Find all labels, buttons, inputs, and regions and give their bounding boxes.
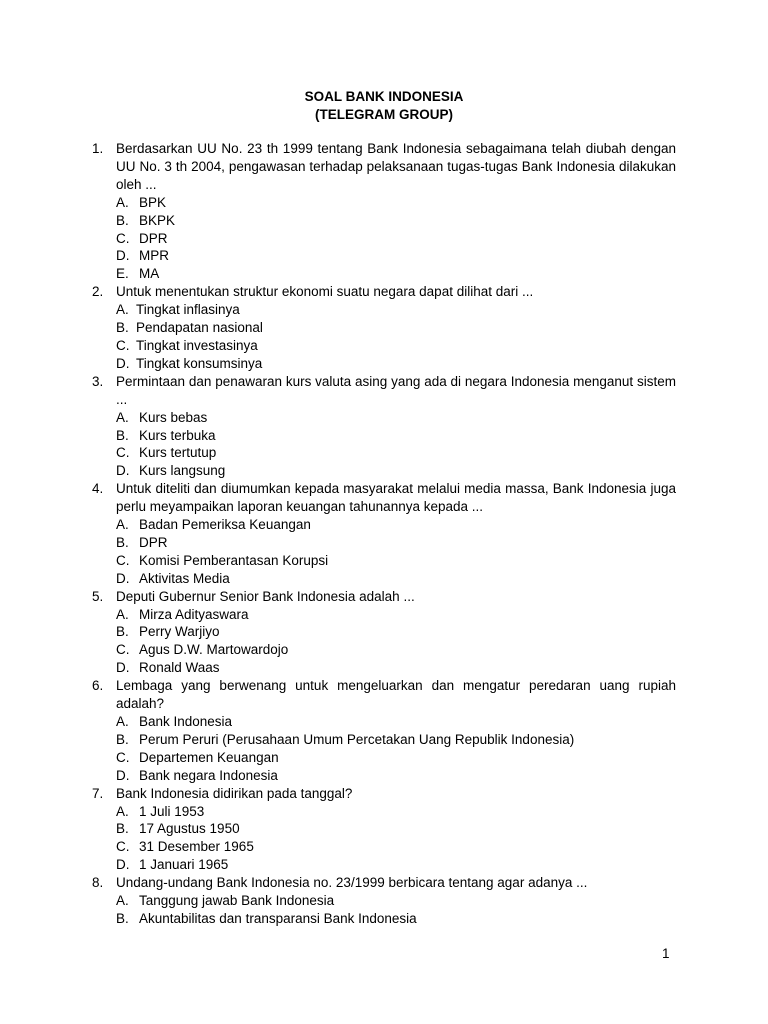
question-item — [92, 283, 676, 373]
option-text: Perum Peruri (Perusahaan Umum Percetakan Uang Republik Indonesia) — [139, 731, 575, 747]
question-text: Undang-undang Bank Indonesia no. 23/1999 berbicara tentang agar adanya ... — [116, 875, 588, 891]
answer-option — [116, 856, 676, 874]
option-letter: A. — [116, 302, 129, 318]
option-text: DPR — [139, 230, 168, 246]
question-row — [92, 588, 676, 606]
option-letter: D. — [116, 355, 130, 371]
answer-option — [116, 427, 676, 445]
answer-option — [116, 337, 676, 355]
question-text: Untuk diteliti dan diumumkan kepada masyarakat melalui media massa, Bank Indonesia juga perlu meyampaikan laporan keuangan tahunannya kepada ... — [116, 481, 676, 515]
answer-option — [116, 749, 676, 767]
answer-option — [116, 910, 676, 928]
option-text: BPK — [139, 194, 167, 210]
question-text: Lembaga yang berwenang untuk mengeluarkan dan mengatur peredaran uang rupiah adalah? — [116, 678, 676, 712]
question-row — [92, 874, 676, 892]
option-text: BKPK — [139, 212, 176, 228]
question-list — [92, 140, 676, 928]
option-letter: C. — [116, 230, 130, 246]
option-letter: B. — [116, 427, 129, 443]
option-letter: A. — [116, 606, 129, 622]
question-row — [92, 677, 676, 713]
question-number: 7. — [92, 785, 104, 801]
question-number: 8. — [92, 875, 104, 891]
question-number: 3. — [92, 373, 104, 389]
document-title — [0, 88, 768, 124]
answer-option — [116, 319, 676, 337]
option-letter: B. — [116, 212, 129, 228]
answer-option — [116, 194, 676, 212]
answer-option — [116, 731, 676, 749]
option-letter: C. — [116, 839, 130, 855]
option-letter: D. — [116, 767, 130, 783]
option-text: Ronald Waas — [139, 660, 220, 676]
question-number: 4. — [92, 481, 104, 497]
answer-option — [116, 820, 676, 838]
option-text: Pendapatan nasional — [136, 320, 263, 336]
answer-option — [116, 409, 676, 427]
option-text: 1 Januari 1965 — [139, 857, 229, 873]
option-text: Departemen Keuangan — [139, 749, 279, 765]
question-row — [92, 283, 676, 301]
answer-option — [116, 767, 676, 785]
answer-option — [116, 247, 676, 265]
option-letter: A. — [116, 714, 129, 729]
option-letter: A. — [116, 194, 129, 210]
option-letter: D. — [116, 248, 130, 264]
question-item — [92, 140, 676, 283]
option-text: Bank Indonesia — [139, 714, 233, 729]
option-text: Kurs terbuka — [139, 427, 216, 443]
option-letter: D. — [116, 463, 130, 479]
question-text: Bank Indonesia didirikan pada tanggal? — [116, 785, 353, 801]
answer-option — [116, 534, 676, 552]
answer-option — [116, 892, 676, 910]
option-letter: A. — [116, 409, 129, 425]
option-text: Tanggung jawab Bank Indonesia — [139, 893, 335, 909]
option-letter: D. — [116, 660, 130, 676]
question-row — [92, 373, 676, 409]
answer-option — [116, 230, 676, 248]
question-number: 6. — [92, 678, 104, 694]
option-letter: E. — [116, 266, 129, 282]
option-letter: B. — [116, 320, 129, 336]
question-item — [92, 480, 676, 587]
answer-option — [116, 516, 676, 534]
option-text: Agus D.W. Martowardojo — [139, 642, 289, 658]
option-text: 17 Agustus 1950 — [139, 821, 240, 837]
question-item — [92, 588, 676, 678]
answer-option — [116, 212, 676, 230]
question-item — [92, 373, 676, 480]
option-text: Kurs langsung — [139, 463, 226, 479]
option-letter: C. — [116, 552, 130, 568]
option-letter: C. — [116, 642, 130, 658]
option-letter: D. — [116, 570, 130, 586]
question-text: Permintaan dan penawaran kurs valuta asing yang ada di negara Indonesia menganut sistem ... — [116, 373, 676, 407]
option-text: Kurs bebas — [139, 409, 208, 425]
option-text: DPR — [139, 534, 168, 550]
answer-option — [116, 803, 676, 821]
option-text: MPR — [139, 248, 169, 264]
answer-option — [116, 606, 676, 624]
title-line-1: SOAL BANK INDONESIA — [304, 89, 464, 104]
option-letter: A. — [116, 893, 129, 909]
option-letter: B. — [116, 624, 129, 640]
option-text: Badan Pemeriksa Keuangan — [139, 517, 311, 533]
question-item — [92, 874, 676, 928]
answer-option — [116, 265, 676, 283]
option-text: Kurs tertutup — [139, 445, 217, 461]
answer-option — [116, 713, 676, 731]
answer-option — [116, 552, 676, 570]
question-text: Berdasarkan UU No. 23 th 1999 tentang Bank Indonesia sebagaimana telah diubah dengan UU No. 3 th 2004, pengawasan terhadap pelaksanaan tugas-tugas Bank Indonesia dilakukan oleh ... — [116, 141, 676, 192]
option-letter: C. — [116, 337, 130, 353]
option-text: MA — [139, 266, 160, 282]
option-text: Tingkat investasinya — [136, 337, 258, 353]
option-letter: B. — [116, 821, 129, 837]
answer-option — [116, 838, 676, 856]
option-text: 31 Desember 1965 — [139, 839, 254, 855]
option-text: Perry Warjiyo — [139, 624, 220, 640]
question-item — [92, 677, 676, 784]
answer-option — [116, 641, 676, 659]
option-text: 1 Juli 1953 — [139, 803, 205, 819]
question-row — [92, 480, 676, 516]
option-text: Tingkat konsumsinya — [136, 355, 263, 371]
option-text: Bank negara Indonesia — [139, 767, 278, 783]
page-number: 1 — [662, 946, 670, 961]
option-letter: B. — [116, 910, 129, 926]
title-line-2: (TELEGRAM GROUP) — [315, 107, 453, 122]
question-item — [92, 785, 676, 875]
option-text: Aktivitas Media — [139, 570, 230, 586]
option-letter: C. — [116, 445, 130, 461]
question-number: 1. — [92, 141, 104, 156]
question-text: Untuk menentukan struktur ekonomi suatu negara dapat dilihat dari ... — [116, 284, 534, 300]
option-letter: D. — [116, 857, 130, 873]
answer-option — [116, 462, 676, 480]
option-letter: B. — [116, 534, 129, 550]
option-letter: A. — [116, 803, 129, 819]
answer-option — [116, 570, 676, 588]
option-text: Akuntabilitas dan transparansi Bank Indonesia — [139, 910, 417, 926]
option-text: Komisi Pemberantasan Korupsi — [139, 552, 329, 568]
option-letter: C. — [116, 749, 130, 765]
option-letter: B. — [116, 731, 129, 747]
answer-option — [116, 444, 676, 462]
question-text: Deputi Gubernur Senior Bank Indonesia adalah ... — [116, 588, 415, 604]
answer-option — [116, 659, 676, 677]
answer-option — [116, 355, 676, 373]
option-letter: A. — [116, 517, 129, 533]
question-number: 2. — [92, 284, 104, 300]
answer-option — [116, 623, 676, 641]
option-text: Mirza Adityaswara — [139, 606, 249, 622]
question-number: 5. — [92, 588, 104, 604]
answer-option — [116, 301, 676, 319]
option-text: Tingkat inflasinya — [136, 302, 240, 318]
question-row — [92, 785, 676, 803]
question-row — [92, 140, 676, 194]
